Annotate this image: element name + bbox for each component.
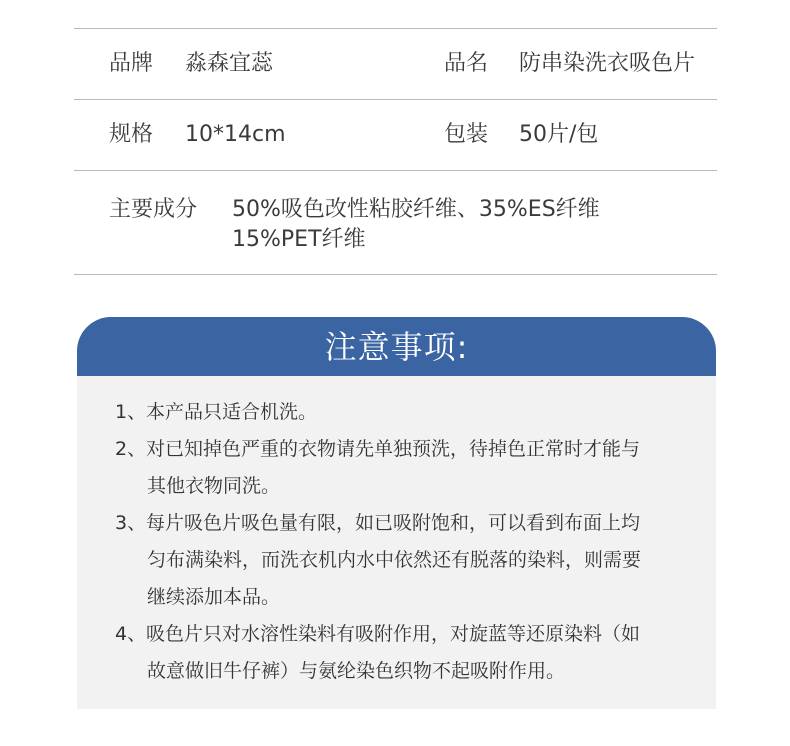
notice-item-line: 吸色片只对水溶性染料有吸附作用，对旋蓝等还原染料（如 [146, 623, 641, 645]
notice-item-line: 继续添加本品。 [147, 586, 281, 608]
notice-item-line: 匀布满染料，而洗衣机内水中依然还有脱落的染料，则需要 [147, 549, 642, 571]
size-value: 10*14cm [185, 122, 286, 147]
product-name-value: 防串染洗衣吸色片 [519, 51, 696, 76]
composition-line: 15%PET纤维 [232, 227, 366, 252]
composition-line: 50%吸色改性粘胶纤维、35%ES纤维 [232, 197, 600, 222]
notice-panel [77, 317, 716, 709]
notice-item [115, 505, 705, 616]
notice-item-line: 本产品只适合机洗。 [146, 401, 318, 423]
notice-item-number: 3、 [115, 512, 147, 534]
spec-row-composition [74, 171, 717, 275]
composition-label: 主要成分 [109, 197, 198, 222]
spec-table [74, 28, 717, 275]
package-label: 包装 [444, 122, 489, 147]
notice-item [115, 394, 705, 431]
package-value: 50片/包 [519, 122, 599, 147]
spec-row-size [74, 100, 717, 171]
notice-item-number: 4、 [115, 623, 147, 645]
notice-item [115, 616, 705, 690]
spec-row-brand [74, 29, 717, 100]
notice-item-line: 故意做旧牛仔裤）与氨纶染色织物不起吸附作用。 [147, 660, 566, 682]
composition-value [232, 195, 702, 255]
notice-item [115, 431, 705, 505]
brand-label: 品牌 [109, 51, 154, 76]
notice-item-line: 对已知掉色严重的衣物请先单独预洗，待掉色正常时才能与 [146, 438, 641, 460]
brand-value: 淼森宜蕊 [185, 51, 274, 76]
notice-item-number: 2、 [115, 438, 147, 460]
product-name-label: 品名 [444, 51, 489, 76]
notice-item-line: 每片吸色片吸色量有限，如已吸附饱和，可以看到布面上均 [146, 512, 641, 534]
notice-title: 注意事项: [77, 317, 716, 376]
notice-item-line: 其他衣物同洗。 [147, 475, 281, 497]
notice-list [115, 394, 705, 690]
size-label: 规格 [109, 122, 154, 147]
notice-item-number: 1、 [115, 401, 147, 423]
